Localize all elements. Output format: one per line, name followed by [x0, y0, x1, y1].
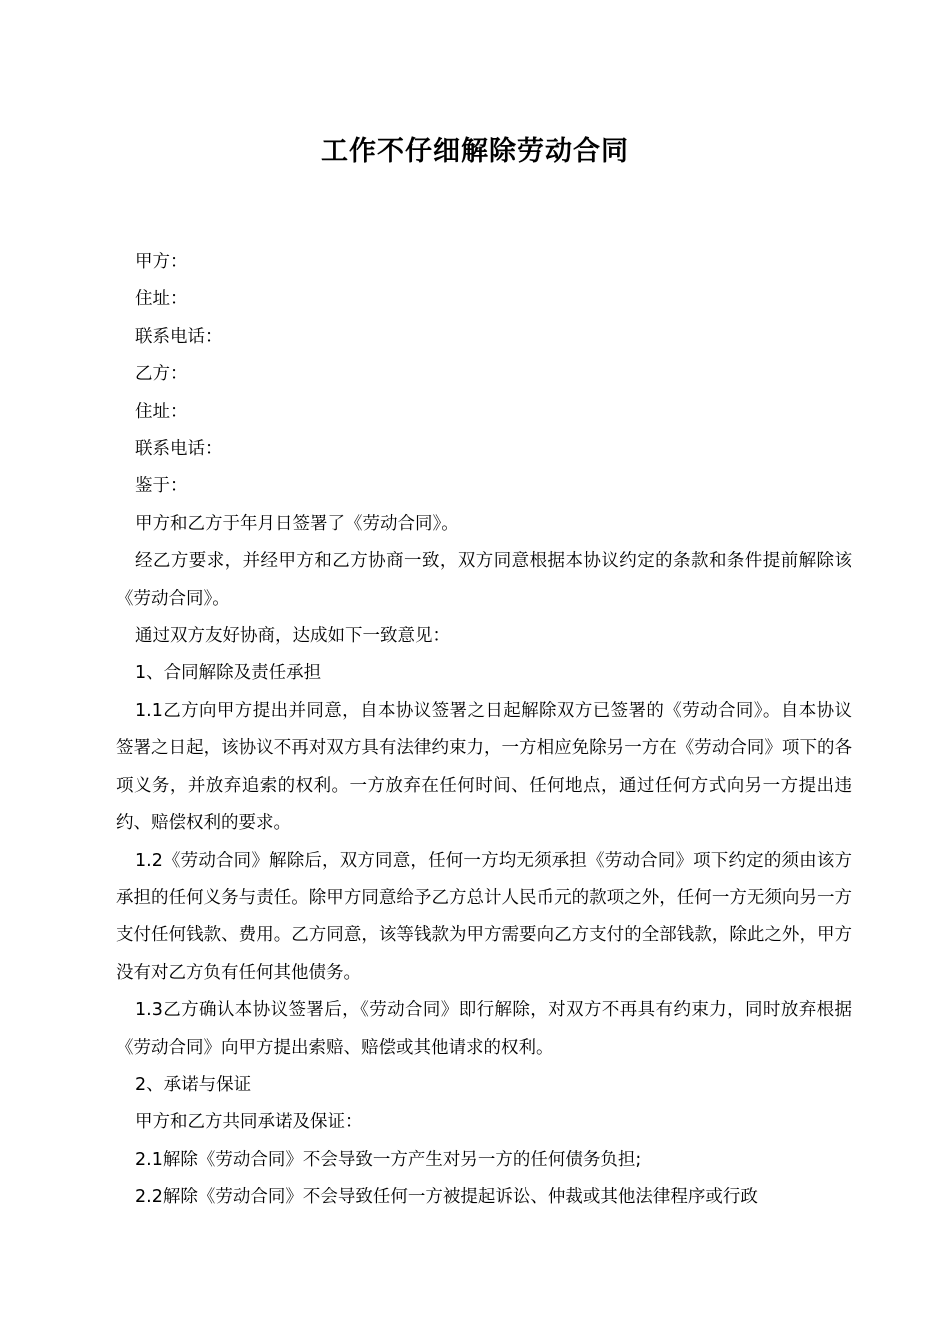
- section-1-heading: 1、合同解除及责任承担: [135, 663, 322, 684]
- party-b-address-label: 住址：: [135, 401, 188, 422]
- clause-1-3: 1.3乙方确认本协议签署后，《劳动合同》即行解除，对双方不再具有约束力，同时放弃根据《劳动合同》向甲方提出索赔、赔偿或其他请求的权利。: [116, 1000, 852, 1058]
- clause-2-1: 2.1解除《劳动合同》不会导致一方产生对另一方的任何债务负担;: [135, 1149, 642, 1170]
- document-body: [116, 244, 852, 1217]
- section-2-intro: 甲方和乙方共同承诺及保证：: [135, 1112, 363, 1133]
- party-b-label: 乙方：: [135, 364, 188, 385]
- clause-1-2: 1.2《劳动合同》解除后，双方同意，任何一方均无须承担《劳动合同》项下约定的须由该方承担的任何义务与责任。除甲方同意给予乙方总计人民币元的款项之外，任何一方无须向另一方支付任何钱款、费用。乙方同意，该等钱款为甲方需要向乙方支付的全部钱款，除此之外，甲方没有对乙方负有任何其他债务。: [116, 850, 852, 983]
- party-a-phone-label: 联系电话：: [135, 326, 223, 347]
- section-2-heading: 2、承诺与保证: [135, 1074, 252, 1095]
- paragraph-agreement-intro: 通过双方友好协商，达成如下一致意见：: [135, 626, 450, 647]
- clause-1-1: 1.1乙方向甲方提出并同意，自本协议签署之日起解除双方已签署的《劳动合同》。自本协议签署之日起，该协议不再对双方具有法律约束力，一方相应免除另一方在《劳动合同》项下的各项义务，并放弃追索的权利。一方放弃在任何时间、任何地点，通过任何方式向另一方提出违约、赔偿权利的要求。: [116, 700, 852, 834]
- paragraph-contract-signed: 甲方和乙方于年月日签署了《劳动合同》。: [135, 513, 459, 534]
- party-a-label: 甲方：: [135, 252, 188, 272]
- party-a-address-label: 住址：: [135, 289, 188, 310]
- whereas-heading: 鉴于：: [135, 476, 188, 497]
- document-title: 工作不仔细解除劳动合同: [321, 136, 629, 167]
- clause-2-2: 2.2解除《劳动合同》不会导致任何一方被提起诉讼、仲裁或其他法律程序或行政: [135, 1187, 758, 1208]
- party-b-phone-label: 联系电话：: [135, 439, 223, 460]
- paragraph-early-termination: 经乙方要求，并经甲方和乙方协商一致，双方同意根据本协议约定的条款和条件提前解除该《劳动合同》。: [116, 551, 852, 609]
